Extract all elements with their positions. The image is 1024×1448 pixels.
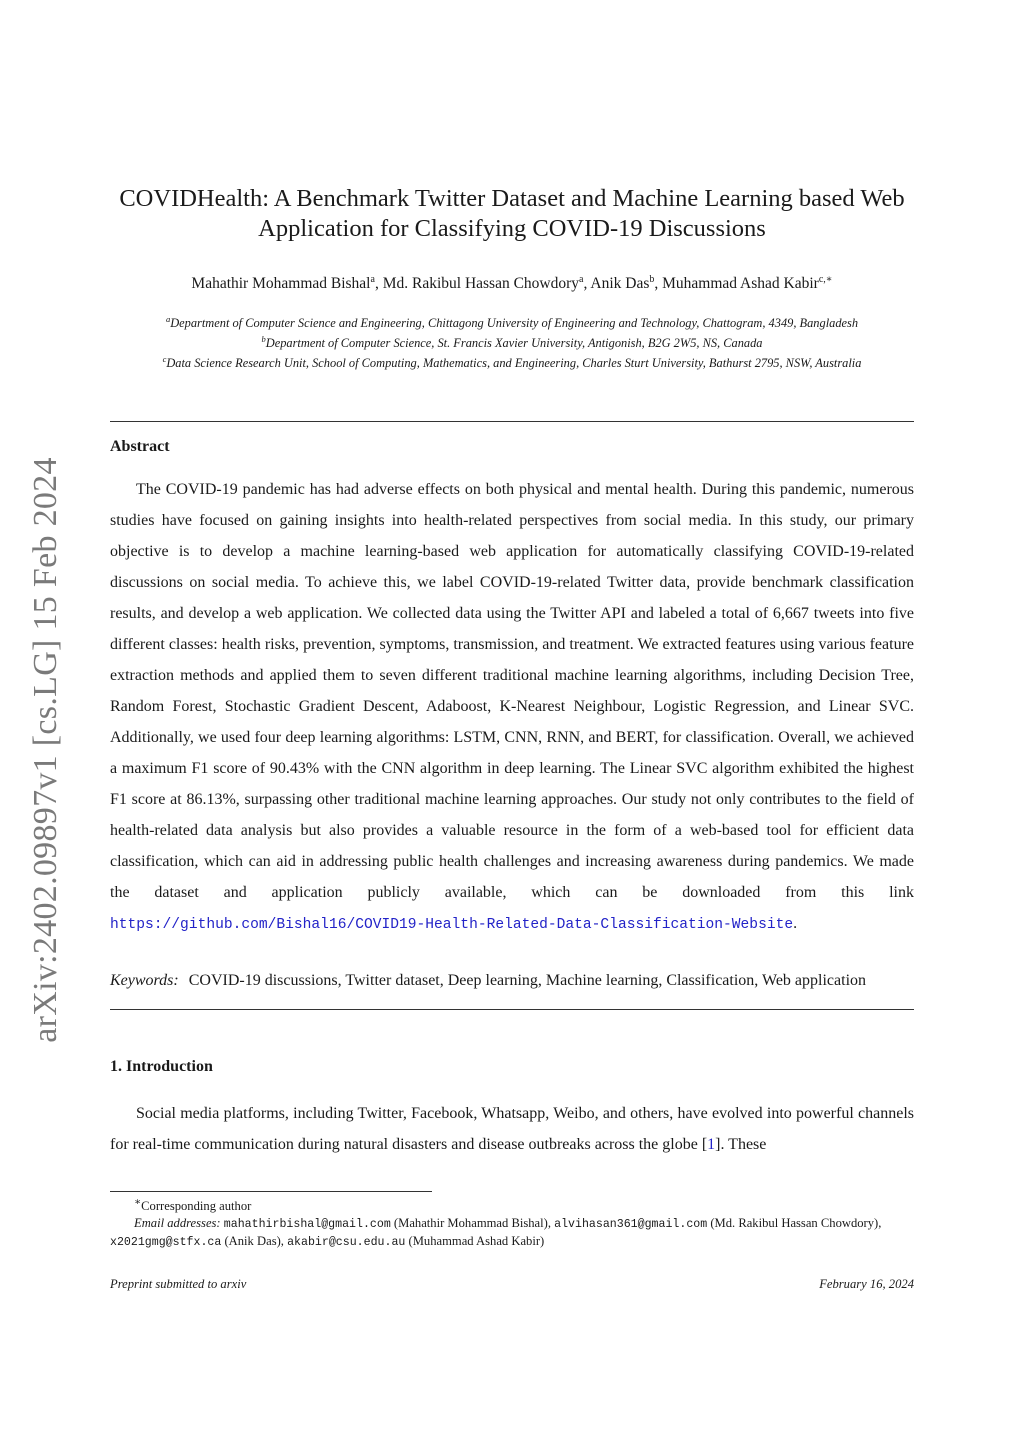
title-line-1: COVIDHealth: A Benchmark Twitter Dataset and Machine Learning based Web: [119, 185, 905, 212]
github-link[interactable]: https://github.com/Bishal16/COVID19-Health-Related-Data-Classification-Website: [110, 917, 794, 933]
email-link[interactable]: akabir@csu.edu.au: [287, 1236, 406, 1250]
affiliation: $^a$Department of Computer Science and Engineering, Chittagong University of Engineering and Technology, Chattogram, 4349, Bangladesh: [165, 314, 859, 331]
affiliation: $^c$Data Science Research Unit, School of Computing, Mathematics, and Engineering, Charles Sturt University, Bathurst 2795, NSW, Australia: [162, 354, 862, 371]
author: Muhammad Ashad Kabir$^{c,∗}$: [662, 274, 833, 293]
keywords-text: COVID-19 discussions, Twitter dataset, Deep learning, Machine learning, Classification, Web application: [188, 972, 867, 989]
footer-date: February 16, 2024: [819, 1277, 914, 1291]
footnote-rule: [110, 1191, 432, 1192]
corresponding-author-note: ∗Corresponding author: [134, 1197, 252, 1214]
footer-preprint: Preprint submitted to arxiv: [110, 1277, 247, 1291]
paper-title: [100, 184, 924, 244]
title-line-2: Application for Classifying COVID-19 Discussions: [258, 215, 766, 242]
introduction-body: Social media platforms, including Twitter, Facebook, Whatsapp, Weibo, and others, have evolved into powerful channels for real-time communication during natural disasters and disease outbreaks across the globe [1]. These: [110, 1105, 914, 1153]
abstract-heading: Abstract: [110, 438, 170, 455]
email-link[interactable]: x2021gmg@stfx.ca: [110, 1236, 222, 1250]
email-addresses: Email addresses: mahathirbishal@gmail.com (Mahathir Mohammad Bishal), alvihasan361@gmail.com (Md. Rakibul Hassan Chowdory), x2021gmg@stfx.ca (Anik Das), akabir@csu.edu.au (Muhammad Ashad Kabir): [110, 1215, 882, 1250]
affiliation: $^b$Department of Computer Science, St. Francis Xavier University, Antigonish, B2G 2W5, NS, Canada: [261, 334, 763, 351]
author-list: [100, 274, 924, 293]
author: Md. Rakibul Hassan Chowdory$^a$,: [382, 274, 591, 293]
abstract-top-rule: [110, 421, 914, 422]
author: Anik Das$^b$,: [590, 274, 663, 293]
email-link[interactable]: alvihasan361@gmail.com: [554, 1217, 708, 1231]
email-link[interactable]: mahathirbishal@gmail.com: [223, 1217, 391, 1231]
arxiv-id: arXiv:2402.09897v1 [cs.LG] 15 Feb 2024: [27, 457, 64, 1043]
abstract-body: The COVID-19 pandemic has had adverse effects on both physical and mental health. During this pandemic, numerous studies have focused on gaining insights into health-related perspectives from social media. In this study, our primary objective is to develop a machine learning-based web application for automatically classifying COVID-19-related discussions on social media. To achieve this, we label COVID-19-related Twitter data, provide benchmark classification results, and develop a web application. We collected data using the Twitter API and labeled a total of 6,667 tweets into five different classes: health risks, prevention, symptoms, transmission, and treatment. We extracted features using various feature extraction methods and applied them to seven different traditional machine learning algorithms, including Decision Tree, Random Forest, Stochastic Gradient Descent, Adaboost, K-Nearest Neighbour, Logistic Regression, and Linear SVC. Additionally, we used four deep learning algorithms: LSTM, CNN, RNN, and BERT, for classification. Overall, we achieved a maximum F1 score of 90.43% with the CNN algorithm in deep learning. The Linear SVC algorithm exhibited the highest F1 score at 86.13%, surpassing other traditional machine learning approaches. Our study not only contributes to the field of health-related data analysis but also provides a valuable resource in the form of a web-based tool for efficient data classification, which can aid in addressing public health challenges and increasing awareness during pandemics. We made the dataset and application publicly available, which can be downloaded from this link https://github.com/Bishal16/COVID19-Health-Related-Data-Classification-Website.: [110, 481, 914, 933]
author: Mahathir Mohammad Bishal$^a$,: [191, 274, 383, 293]
affiliations: [100, 311, 924, 371]
keywords-label: Keywords:: [110, 972, 179, 989]
abstract-bottom-rule: [110, 1009, 914, 1010]
keywords: [110, 972, 914, 990]
introduction-heading: 1. Introduction: [110, 1058, 213, 1075]
footnotes: [110, 1195, 914, 1252]
citation-link[interactable]: 1: [707, 1136, 716, 1153]
